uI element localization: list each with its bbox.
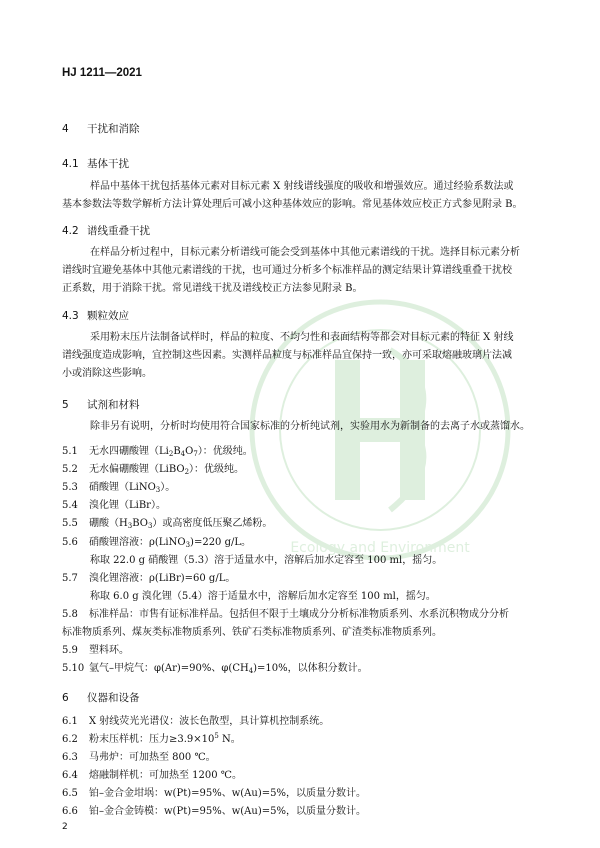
- item-text: ）。: [160, 482, 176, 493]
- subsection-title: 谱线重叠干扰: [87, 225, 150, 237]
- item-text: ）或高密度低压聚乙烯粉。: [152, 518, 273, 529]
- item-continuation: 标准物质系列、煤灰类标准物质系列、铁矿石类标准物质系列、矿渣类标准物质系列。: [62, 627, 442, 638]
- subscript: 3: [155, 486, 161, 494]
- item-number: 5.8: [62, 609, 78, 620]
- list-item: [62, 478, 175, 494]
- item-text: X 射线荧光光谱仪：波长色散型，具计算机控制系统。: [89, 716, 330, 727]
- item-text: 硝酸锂溶液：ρ(LiNO: [89, 537, 186, 548]
- item-text: 标准样品：市售有证标准样品。包括但不限于土壤成分分析标准物质系列、水系沉积物成分分析: [89, 609, 509, 620]
- item-number: 6.4: [62, 770, 78, 781]
- item-text: 溴化锂（LiBr）。: [89, 500, 166, 511]
- paragraph-line: 采用粉末压片法制备试样时，样品的粒度、不均匀性和表面结构等都会对目标元素的特征 X 射线: [90, 332, 514, 343]
- subscript: 4: [248, 667, 254, 675]
- item-number: 5.7: [62, 573, 78, 584]
- item-text: 塑料环。: [89, 645, 129, 656]
- item-number: 6.1: [62, 716, 78, 727]
- subsection-number: 4.3: [62, 310, 79, 322]
- section-6-heading: [62, 690, 140, 705]
- list-item: [62, 784, 366, 799]
- list-item: [62, 460, 244, 476]
- item-detail: 称取 6.0 g 溴化锂（5.4）溶于适量水中，溶解后加水定容至 100 ml，摇匀。: [90, 591, 436, 602]
- item-text: 铂–金合金铸模：w(Pt)=95%、w(Au)=5%，以质量分数计。: [89, 806, 366, 817]
- section-title: 干扰和消除: [87, 123, 140, 135]
- subsection-title: 基体干扰: [87, 158, 129, 170]
- list-item: [62, 605, 509, 620]
- subsection-title: 颗粒效应: [87, 310, 129, 322]
- section-number: 5: [62, 399, 69, 411]
- list-item: [62, 533, 251, 549]
- item-number: 6.3: [62, 752, 78, 763]
- item-number: 6.5: [62, 788, 78, 799]
- list-item: [62, 514, 272, 530]
- item-number: 6.6: [62, 806, 78, 817]
- subscript: 2: [168, 450, 174, 458]
- item-text: 马弗炉：可加热至 800 ℃。: [89, 752, 216, 763]
- section-5-heading: [62, 397, 140, 412]
- item-text: 氩气–甲烷气：φ(Ar)=90%、φ(CH: [89, 663, 249, 674]
- item-number: 5.3: [62, 482, 78, 493]
- list-item: [62, 659, 368, 675]
- paragraph-line: 基本参数法等数学解析方法计算处理后可减小这种基体效应的影响。常见基体效应校正方式参见附录 B。: [62, 199, 523, 210]
- section-4-heading: [62, 121, 140, 136]
- subscript: 2: [184, 468, 190, 476]
- item-number: 5.4: [62, 500, 78, 511]
- item-text: )=10%，以体积分数计。: [253, 663, 368, 674]
- list-item: [62, 496, 166, 511]
- subsection-number: 4.1: [62, 158, 79, 170]
- item-text: 熔融制样机：可加热至 1200 ℃。: [89, 770, 242, 781]
- subscript: 7: [193, 450, 198, 458]
- item-number: 5.9: [62, 645, 78, 656]
- item-text: O: [185, 446, 194, 457]
- paragraph-line: 除非另有说明，分析时均使用符合国家标准的分析纯试剂，实验用水为新制备的去离子水或蒸馏水。: [90, 421, 530, 432]
- item-number: 5.10: [62, 663, 85, 674]
- item-number: 5.6: [62, 537, 78, 548]
- subsection-4-1-heading: [62, 156, 129, 171]
- paragraph-line: 小或消除这些影响。: [62, 368, 152, 379]
- item-text: 溴化锂溶液：ρ(LiBr)=60 g/L。: [89, 573, 236, 584]
- item-text: B: [173, 446, 181, 457]
- section-title: 仪器和设备: [87, 692, 140, 704]
- list-item: [62, 641, 129, 656]
- paragraph-line: 正系数，用于消除干扰。常见谱线干扰及谱线校正方法参见附录 B。: [62, 283, 363, 294]
- item-text: 铂–金合金坩埚：w(Pt)=95%、w(Au)=5%，以质量分数计。: [89, 788, 366, 799]
- item-number: 6.2: [62, 734, 78, 745]
- paragraph-line: 样品中基体干扰包括基体元素对目标元素 X 射线谱线强度的吸收和增强效应。通过经验系数法或: [90, 181, 514, 192]
- paragraph-line: 谱线时宜避免基体中其他元素谱线的干扰，也可通过分析多个标准样品的测定结果计算谱线重叠干扰校: [62, 265, 512, 276]
- item-text: 无水偏硼酸锂（LiBO: [89, 464, 185, 475]
- list-item: [62, 802, 366, 817]
- subscript: 3: [185, 541, 191, 549]
- list-item: [62, 569, 235, 584]
- subsection-4-3-heading: [62, 308, 129, 323]
- item-text: BO: [132, 518, 148, 529]
- subsection-number: 4.2: [62, 225, 79, 237]
- list-item: [62, 442, 253, 458]
- item-text: ）：优级纯。: [197, 446, 253, 457]
- subsection-4-2-heading: [62, 223, 150, 238]
- item-text: 硝酸锂（LiNO: [89, 482, 156, 493]
- section-title: 试剂和材料: [87, 399, 140, 411]
- subscript: 3: [147, 522, 153, 530]
- item-number: 5.2: [62, 464, 78, 475]
- watermark-text: Ecology and Environment: [290, 540, 470, 556]
- list-item: [62, 766, 242, 781]
- section-number: 6: [62, 692, 69, 704]
- page-number: 2: [62, 822, 68, 832]
- item-text: 硼酸（H: [89, 518, 128, 529]
- superscript: 5: [214, 732, 219, 740]
- item-text: 粉末压样机：压力≥3.9×10: [89, 734, 215, 745]
- list-item: [62, 712, 329, 727]
- item-text: N。: [218, 734, 241, 745]
- subscript: 3: [127, 522, 133, 530]
- paragraph-line: 在样品分析过程中，目标元素分析谱线可能会受到基体中其他元素谱线的干扰。选择目标元素分析: [90, 247, 520, 258]
- document-number: HJ 1211—2021: [62, 67, 142, 79]
- paragraph-line: 谱线强度造成影响，宜控制这些因素。实测样品粒度与标准样品宜保持一致，亦可采取熔融玻璃片法减: [62, 350, 512, 361]
- item-text: ）：优级纯。: [189, 464, 245, 475]
- item-text: 无水四硼酸锂（Li: [89, 446, 169, 457]
- list-item: [62, 730, 241, 745]
- item-text: )=220 g/L。: [190, 537, 252, 548]
- item-detail: 称取 22.0 g 硝酸锂（5.3）溶于适量水中，溶解后加水定容至 100 ml，摇匀。: [90, 555, 443, 566]
- list-item: [62, 748, 216, 763]
- subscript: 4: [180, 450, 186, 458]
- section-number: 4: [62, 123, 69, 135]
- item-number: 5.1: [62, 446, 78, 457]
- item-number: 5.5: [62, 518, 78, 529]
